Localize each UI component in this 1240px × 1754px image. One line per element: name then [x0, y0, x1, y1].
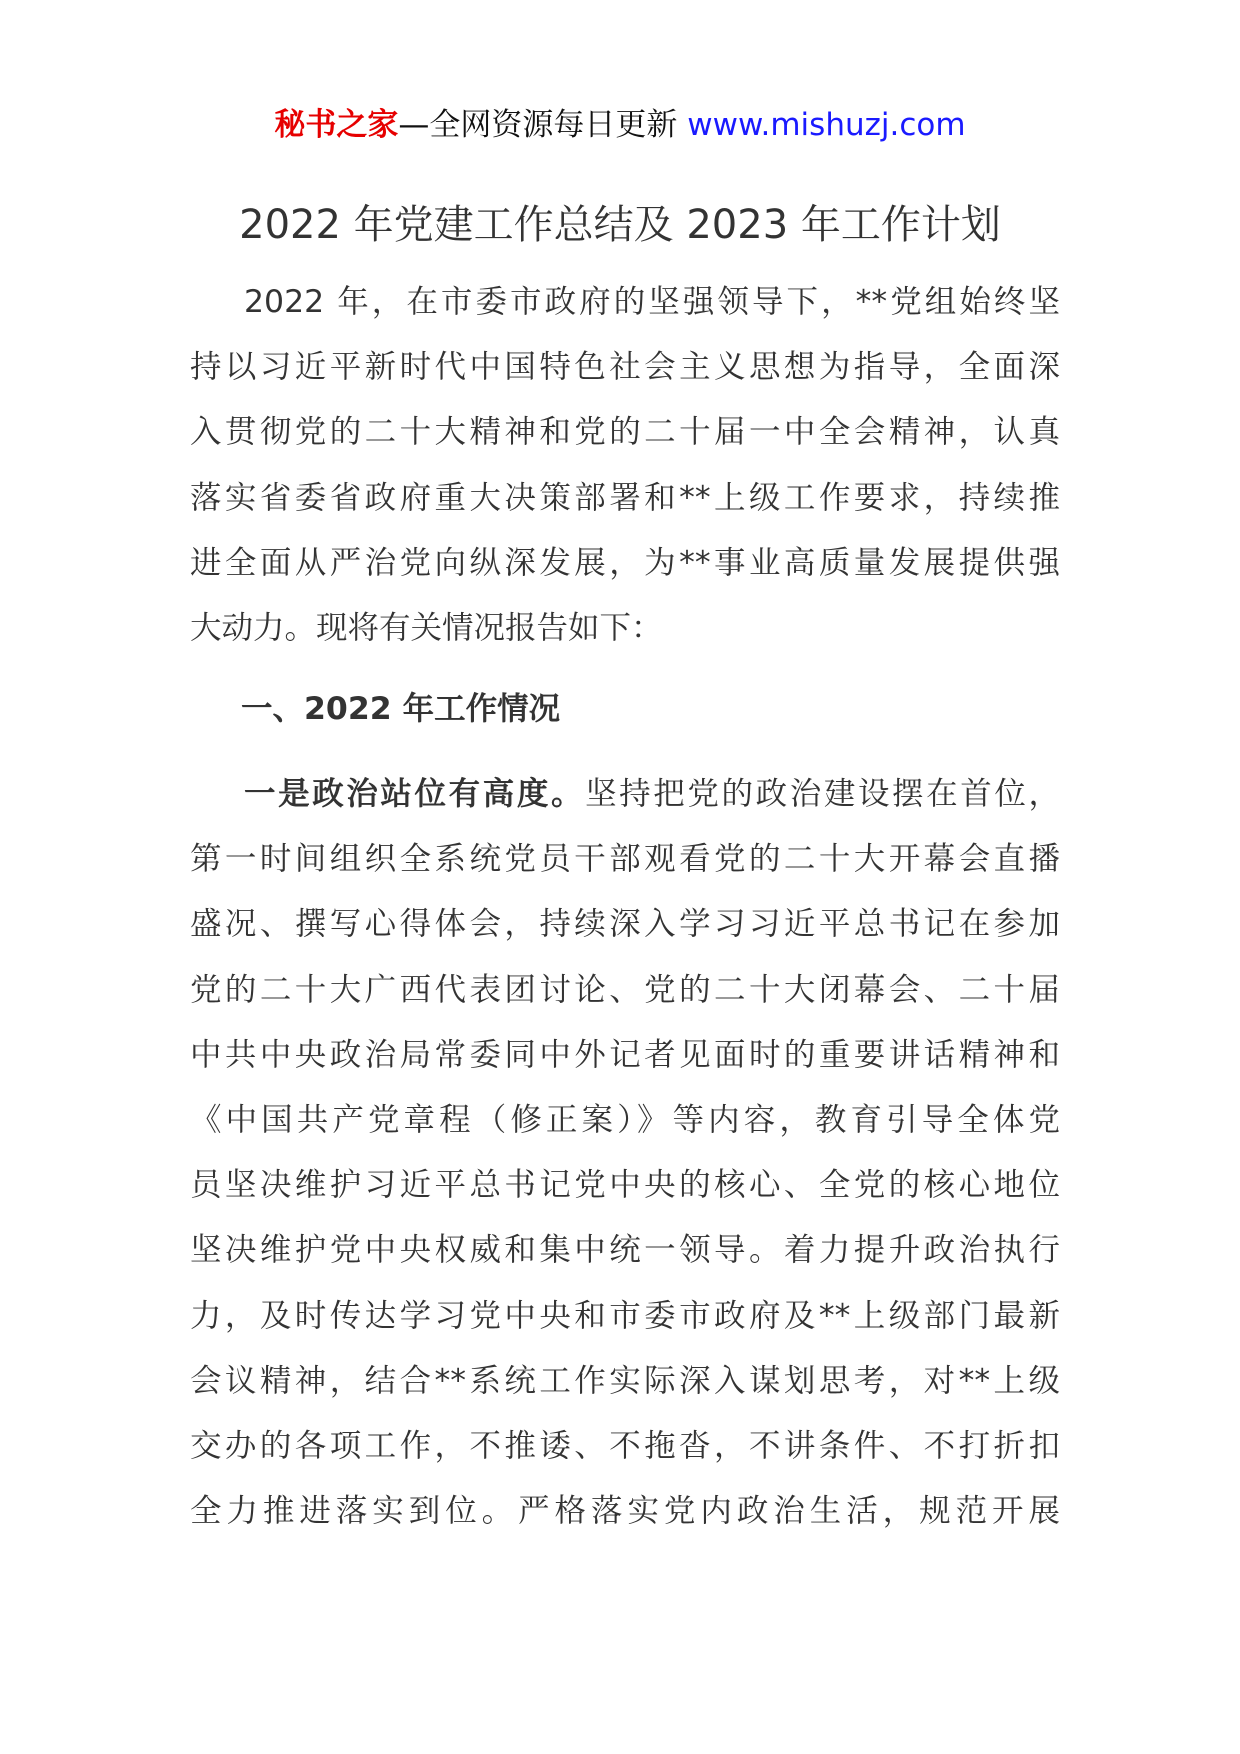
section-line: 会议精神，结合**系统工作实际深入谋划思考，对**上级 — [190, 1362, 1060, 1399]
section-line: 《中国共产党章程（修正案）》等内容，教育引导全体党 — [190, 1102, 1060, 1139]
intro-line: 大动力。现将有关情况报告如下： — [190, 610, 663, 647]
section-line: 全力推进落实到位。严格落实党内政治生活，规范开展 — [190, 1493, 1060, 1530]
header-tagline: —全网资源每日更新 — [398, 107, 678, 143]
section-heading: 一、2022 年工作情况 — [241, 691, 561, 727]
section-line: 党的二十大广西代表团讨论、党的二十大闭幕会、二十届 — [190, 971, 1060, 1008]
section-line: 员坚决维护习近平总书记党中央的核心、全党的核心地位 — [190, 1167, 1060, 1204]
intro-line: 进全面从严治党向纵深发展，为**事业高质量发展提供强 — [190, 544, 1060, 581]
section-line: 坚决维护党中央权威和集中统一领导。着力提升政治执行 — [190, 1232, 1060, 1269]
intro-line: 持以习近平新时代中国特色社会主义思想为指导，全面深 — [190, 349, 1060, 386]
paragraph-lead: 一是政治站位有高度。 — [244, 776, 586, 812]
brand-name: 秘书之家 — [274, 107, 399, 143]
intro-line: 落实省委省政府重大决策部署和**上级工作要求，持续推 — [190, 479, 1060, 516]
site-header — [0, 100, 1240, 150]
site-url-link[interactable]: www.mishuzj.com — [687, 107, 966, 143]
section-first-line — [190, 762, 1060, 827]
intro-line: 入贯彻党的二十大精神和党的二十届一中全会精神，认真 — [190, 414, 1060, 451]
paragraph-first-line-rest: 坚持把党的政治建设摆在首位， — [585, 776, 1060, 812]
section-line: 盛况、撰写心得体会，持续深入学习习近平总书记在参加 — [190, 906, 1060, 943]
intro-line: 2022 年，在市委市政府的坚强领导下，**党组始终坚 — [244, 284, 1060, 320]
section-paragraph — [190, 762, 1060, 1544]
section-line: 交办的各项工作，不推诿、不拖沓，不讲条件、不打折扣 — [190, 1428, 1060, 1465]
intro-paragraph — [190, 270, 1060, 661]
section-line: 第一时间组织全系统党员干部观看党的二十大开幕会直播 — [190, 841, 1060, 878]
document-title: 2022 年党建工作总结及 2023 年工作计划 — [239, 202, 1001, 248]
section-line: 中共中央政治局常委同中外记者见面时的重要讲话精神和 — [190, 1036, 1060, 1073]
section-line: 力，及时传达学习党中央和市委市政府及**上级部门最新 — [190, 1297, 1060, 1334]
